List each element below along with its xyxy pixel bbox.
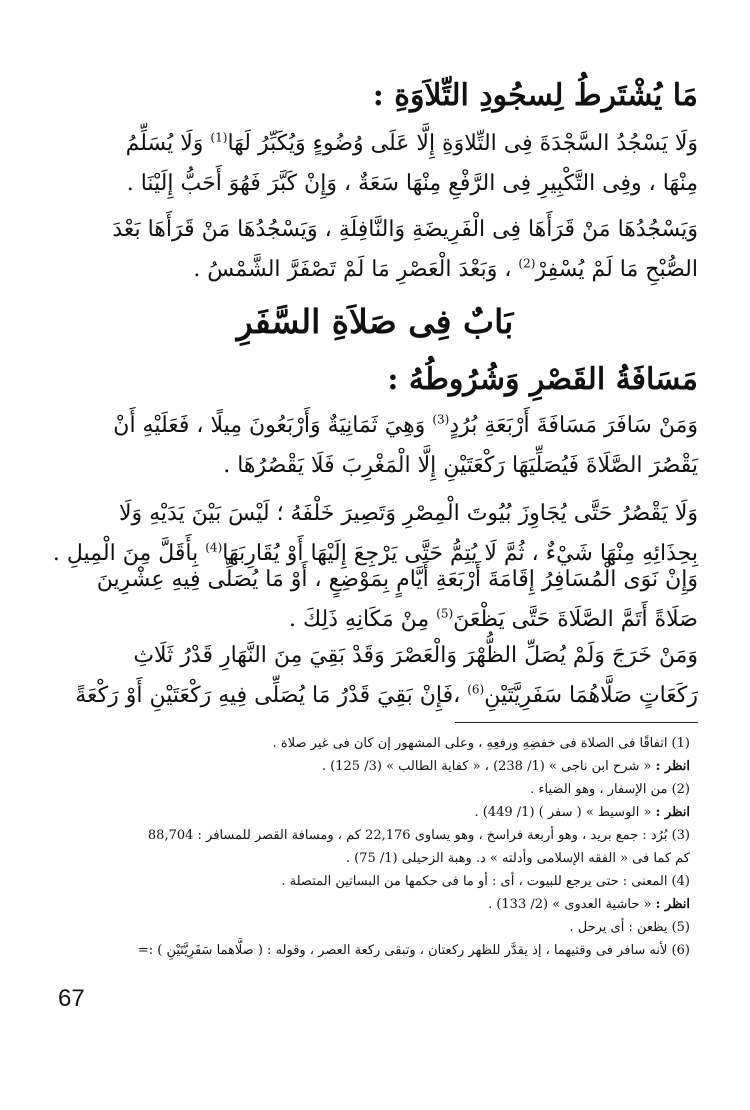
paragraph-line: وَمَنْ خَرَجَ وَلَمْ يُصَلِّ الظُّهْرَ وَالْعَصْرَ وَقَدْ بَقِيَ مِنَ النَّهَارِ قَدْرُ ثَلَاثِ	[133, 643, 698, 668]
paragraph-qasr-distance	[48, 406, 698, 486]
section-heading-qasr-distance: مَسَافَةُ القَصْرِ وَشُرُوطُهُ :	[387, 362, 698, 397]
footnote-ref-5[interactable]: (5)	[436, 606, 454, 621]
paragraph-line: وَلَا يَقْصُرُ حَتَّى يُجَاوِزَ بُيُوتَ الْمِصْرِ وَتَصِيرَ خَلْفَهُ ؛ لَيْسَ بَيْنَ يَدَيْهِ وَلَا	[118, 501, 698, 526]
footnote-1-reference: انظر : « شرح ابن ناجى » (1/ 238) ، « كفاية الطالب » (3/ 125) .	[321, 759, 690, 774]
footnote-1: (1) اتفاقًا فى الصلاة فى خفضِهِ ورفعِهِ ، وعلى المشهور إن كان فى غير صلاة .	[272, 736, 690, 751]
footnote-3-continued: كم كما فى « الفقه الإسلامى وأدلته » د. وهبة الزحيلى (1/ 75) .	[345, 851, 690, 866]
paragraph-sujud-times	[48, 210, 698, 290]
paragraph-line: وَيَسْجُدُهَا مَنْ قَرَأَهَا فِى الْفَرِيضَةِ وَالنَّافِلَةِ ، وَيَسْجُدُهَا مَنْ قَرَأَهَا بَعْدَ	[112, 217, 698, 242]
page-number: 67	[58, 985, 85, 1012]
footnote-2: (2) من الإسفار ، وهو الضياء .	[530, 782, 690, 797]
section-heading-tilawa-conditions: مَا يُشْتَرطُ لِسجُودِ التِّلاَوَةِ :	[372, 78, 698, 113]
paragraph-dhuhr-asr	[48, 636, 698, 716]
footnote-ref-2[interactable]: (2)	[518, 256, 536, 271]
paragraph-line: وَمَنْ سَافَرَ مَسَافَةَ أَرْبَعَةِ بُرُدٍ$^{(3)}$ وَهِيَ ثَمَانِيَةٌ وَأَرْبَعُونَ مِيلًا ، فَعَلَيْهِ أَنْ	[113, 412, 698, 438]
paragraph-line: صَلَاةً أَتَمَّ الصَّلَاةَ حَتَّى يَظْعَنَ$^{(5)}$ مِنْ مَكَانِهِ ذَلِكَ .	[289, 606, 698, 632]
paragraph-line: مِنْهَا ، وفِى التَّكْبِيرِ فِى الرَّفْعِ مِنْهَا سَعَةٌ ، وَإِنْ كَبَّرَ فَهُوَ أَحَبُّ إِلَيْنَا .	[126, 171, 698, 196]
footnote-ref-4[interactable]: (4)	[205, 540, 223, 555]
footnote-ref-3[interactable]: (3)	[432, 412, 450, 427]
footnote-ref-1[interactable]: (1)	[210, 130, 228, 145]
footnote-3: (3) بُرُد : جمع بريد ، وهو أربعة فراسخ ، وهو يساوى 22,176 كم ، ومسافة القصر للمسافر : 88,704	[147, 828, 690, 843]
paragraph-line: وَلَا يَسْجُدُ السَّجْدَةَ فِى التِّلاوَةِ إِلَّا عَلَى وُضُوءٍ وَيُكَبِّرُ لَهَا$^{(1)}$ وَلَا يُسَلِّمُ	[125, 130, 698, 156]
see-label: انظر :	[655, 759, 690, 774]
footnote-6: (6) لأنه سافر فى وقتيهما ، إذ يقدَّر للظهر ركعتان ، وتبقى ركعة العصر ، وقوله : ( صلَّاهما سَفَرِيَّتَيْنِ ) :=	[137, 943, 690, 958]
footnote-separator	[455, 722, 698, 723]
paragraph-iqama-intention	[48, 560, 698, 640]
footnote-5: (5) يظعن : أى يرحل .	[569, 920, 690, 935]
paragraph-sujud-wudu	[48, 124, 698, 204]
paragraph-line: رَكَعَاتٍ صَلَّاهُمَا سَفَرِيَّتَيْنِ$^{(6)}$ ،فَإِنْ بَقِيَ قَدْرُ مَا يُصَلِّى فِيهِ رَكْعَتَيْنِ أَوْ رَكْعَةً	[75, 682, 698, 708]
footnote-2-reference: انظر : « الوسيط » ( سفر ) (1/ 449) .	[474, 805, 690, 820]
see-label: انظر :	[655, 805, 690, 820]
see-label: انظر :	[655, 897, 690, 912]
footnote-ref-6[interactable]: (6)	[467, 682, 485, 697]
footnote-4: (4) المعنى : حتى يرجع للبيوت ، أى : أو ما فى حكمها من البساتين المتصلة .	[281, 874, 690, 889]
paragraph-line: يَقْصُرَ الصَّلَاةَ فَيُصَلِّيَهَا رَكْعَتَيْنِ إِلَّا الْمَغْرِبَ فَلَا يَقْصُرُهَا .	[223, 453, 698, 478]
footnotes	[50, 732, 690, 962]
paragraph-line: الصُّبْحِ مَا لَمْ يُسْفِرْ$^{(2)}$ ، وَبَعْدَ الْعَصْرِ مَا لَمْ تَصْفَرَّ الشَّمْسُ .	[193, 256, 698, 282]
footnote-4-reference: انظر : « حاشية العدوى » (2/ 133) .	[488, 897, 690, 912]
paragraph-line: بِحِذَائِهِ مِنْهَا شَيْءٌ ، ثُمَّ لَا يُتِمُّ حَتَّى يَرْجِعَ إِلَيْهَا أَوْ يُقَارِبَهَا$^{(4)}$ بِأَقَلَّ مِنَ الْمِيلِ .	[52, 540, 698, 566]
paragraph-line: وَإِنْ نَوَى الْمُسَافِرُ إِقَامَةَ أَرْبَعَةِ أَيَّامٍ بِمَوْضِعٍ ، أَوْ مَا يُصَلِّى فِيهِ عِشْرِينَ	[96, 567, 698, 592]
chapter-heading-safar: بَابٌ فِى صَلاَةِ السَّفَرِ	[236, 302, 514, 341]
